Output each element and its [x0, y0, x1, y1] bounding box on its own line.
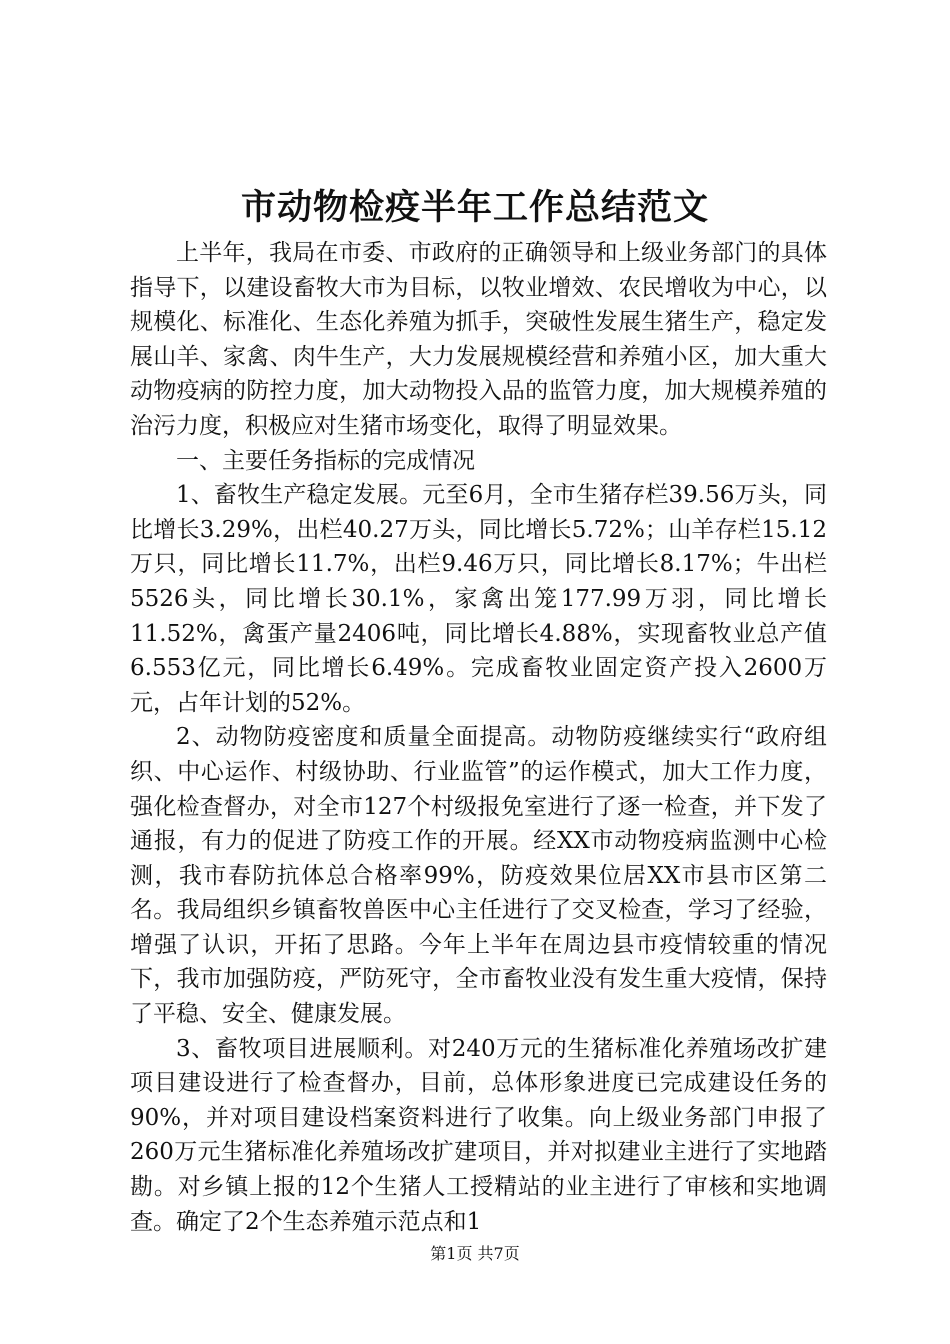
- paragraph-intro: 上半年，我局在市委、市政府的正确领导和上级业务部门的具体指导下，以建设畜牧大市为目标，以牧业增效、农民增收为中心，以规模化、标准化、生态化养殖为抓手，突破性发展生猪生产，稳定发展山羊、家禽、肉牛生产，大力发展规模经营和养殖小区，加大重大动物疫病的防控力度，加大动物投入品的监管力度，加大规模养殖的治污力度，积极应对生猪市场变化，取得了明显效果。: [130, 240, 827, 439]
- paragraph-item-1: 1、畜牧生产稳定发展。元至6月，全市生猪存栏39.56万头，同比增长3.29%，出栏40.27万头，同比增长5.72%；山羊存栏15.12万只，同比增长11.7%，出栏9.46万只，同比增长8.17%；牛出栏5526头，同比增长30.1%，家禽出笼177.99万羽，同比增长11.52%，禽蛋产量2406吨，同比增长4.88%，实现畜牧业总产值6.553亿元，同比增长6.49%。完成畜牧业固定资产投入2600万元，占年计划的52%。: [130, 482, 827, 716]
- document-body: [130, 236, 827, 1239]
- page-number-footer: 第1页 共7页: [430, 1244, 520, 1263]
- document-title: 市动物检疫半年工作总结范文: [240, 187, 709, 228]
- section-heading: 一、主要任务指标的完成情况: [176, 447, 475, 474]
- paragraph-item-2: 2、动物防疫密度和质量全面提高。动物防疫继续实行“政府组织、中心运作、村级协助、行业监管”的运作模式，加大工作力度，强化检查督办，对全市127个村级报免室进行了逐一检查，并下发了通报，有力的促进了防疫工作的开展。经XX市动物疫病监测中心检测，我市春防抗体总合格率99%，防疫效果位居XX市县市区第二名。我局组织乡镇畜牧兽医中心主任进行了交叉检查，学习了经验，增强了认识，开拓了思路。今年上半年在周边县市疫情较重的情况下，我市加强防疫，严防死守，全市畜牧业没有发生重大疫情，保持了平稳、安全、健康发展。: [130, 724, 827, 1028]
- paragraph-item-3: 3、畜牧项目进展顺利。对240万元的生猪标准化养殖场改扩建项目建设进行了检查督办，目前，总体形象进度已完成建设任务的90%，并对项目建设档案资料进行了收集。向上级业务部门申报了260万元生猪标准化养殖场改扩建项目，并对拟建业主进行了实地踏勘。对乡镇上报的12个生猪人工授精站的业主进行了审核和实地调查。确定了2个生态养殖示范点和1: [130, 1035, 827, 1235]
